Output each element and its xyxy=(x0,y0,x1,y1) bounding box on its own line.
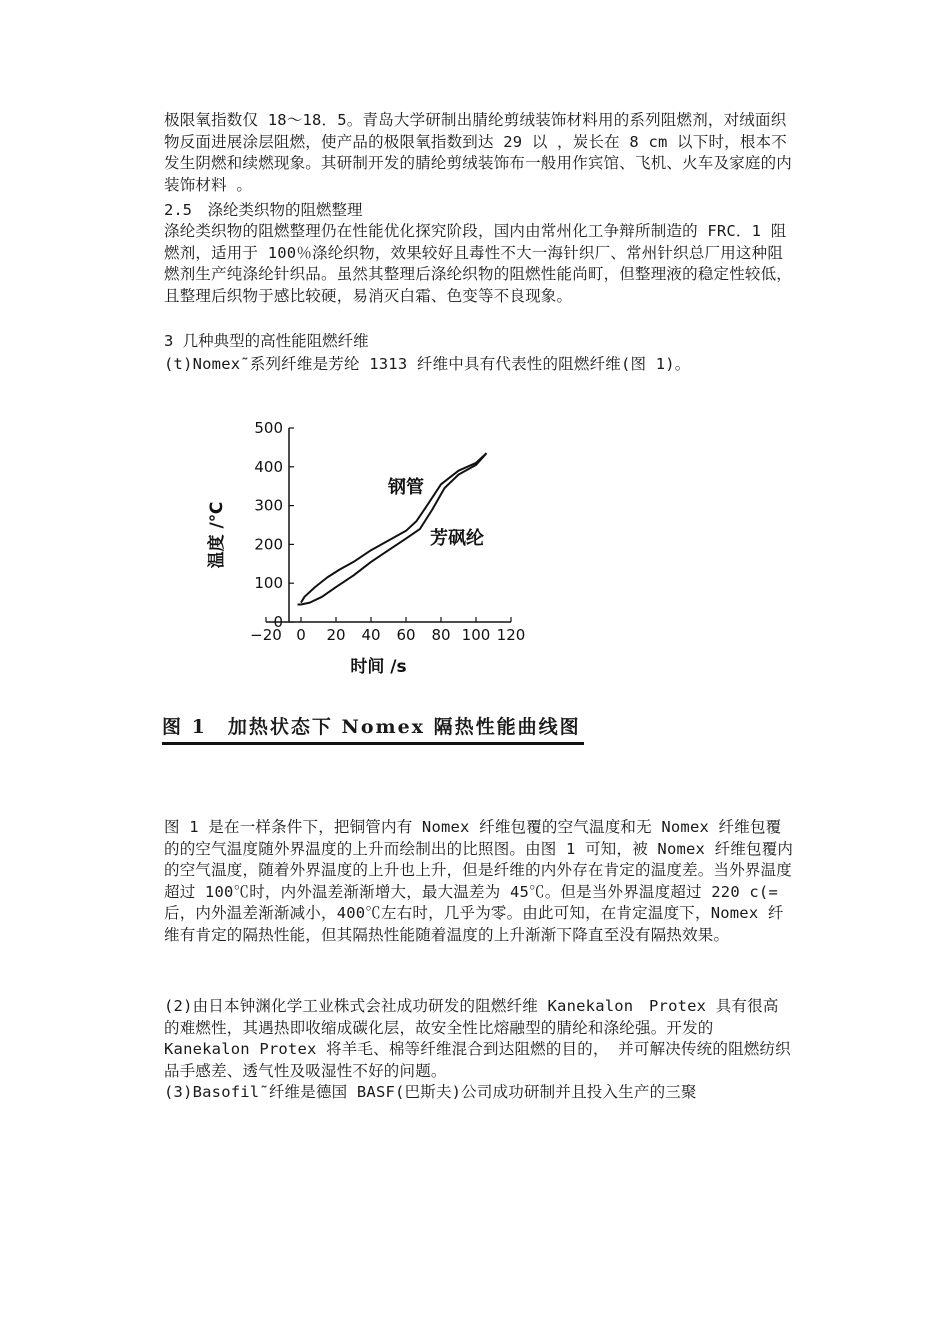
x-tick-label: 60 xyxy=(396,626,416,644)
x-axis-label: 时间 /s xyxy=(350,657,407,677)
y-tick-label: 500 xyxy=(254,419,283,437)
paragraph-figure-explanation: 图 1 是在一样条件下，把铜管内有 Nomex 纤维包覆的空气温度和无 Nomex 纤维包覆的的空气温度随外界温度的上升而绘制出的比照图。由图 1 可知，被 Nomex 纤维包覆内的空气温度，随着外界温度的上升也上升，但是纤维的内外存在肯定的温度差。当外界温度超过 100℃时，内外温差渐渐增大，最大温差为 45℃。但是当外界温度超过 220 c(=后，内外温差渐渐减小，400℃左右时，几乎为零。由此可知，在肯定温度下，Nomex 纤维有肯定的隔热性能，但其隔热性能随着温度的上升渐渐下降直至没有隔热效果。 xyxy=(164,818,794,944)
x-tick-label: −20 xyxy=(250,626,282,644)
y-tick-label: 300 xyxy=(254,496,283,515)
x-tick-label: 20 xyxy=(326,626,346,644)
x-tick-label: 100 xyxy=(461,626,491,644)
nomex-temperature-chart xyxy=(200,410,540,690)
x-tick-label: 40 xyxy=(361,626,381,644)
paragraph-basofil: (3)Basofil˜纤维是德国 BASF(巴斯夫)公司成功研制并且投入生产的三聚 xyxy=(164,1083,697,1101)
paragraph-flame-retardant-acrylic: 极限氧指数仅 18～18．5。青岛大学研制出腈纶剪绒装饰材料用的系列阻燃剂，对绒面织物反面进展涂层阻燃，使产品的极限氧指数到达 29 以 ，炭长在 8 cm 以下时，根本不发生阴燃和续燃现象。其研制开发的腈纶剪绒装饰布一般用作宾馆、飞机、火车及家庭的内装饰材料 。 xyxy=(164,111,793,194)
series-label-fiber: 芳砜纶 xyxy=(430,528,484,549)
section-heading-3: 3 几种典型的高性能阻燃纤维 xyxy=(164,332,369,350)
chart-axes xyxy=(266,428,511,622)
x-tick-label: 80 xyxy=(431,626,451,644)
y-tick-label: 100 xyxy=(254,574,283,593)
paragraph-polyester-finishing: 涤纶类织物的阻燃整理仍在性能优化探究阶段，国内由常州化工争辩所制造的 FRC．1 阻燃剂，适用于 100％涤纶织物，效果较好且毒性不大一海针织厂、常州针织总厂用这种阻燃剂生产纯涤纶针织品。虽然其整理后涤纶织物的阻燃性能尚町，但整理液的稳定性较低，且整理后织物于感比较硬，易消灭白霜、色变等不良现象。 xyxy=(164,222,793,305)
x-tick-label: 0 xyxy=(296,626,306,644)
y-axis-label: 温度 /℃ xyxy=(207,501,227,569)
x-axis-ticks xyxy=(250,617,525,644)
y-axis-ticks xyxy=(254,419,294,631)
x-tick-label: 120 xyxy=(496,626,526,644)
paragraph-nomex-intro: (t)Nomex˜系列纤维是芳纶 1313 纤维中具有代表性的阻燃纤维(图 1)。 xyxy=(164,355,691,373)
y-tick-label: 400 xyxy=(254,457,283,476)
section-heading-2-5: 2.5 涤纶类织物的阻燃整理 xyxy=(164,201,363,219)
y-tick-label: 200 xyxy=(254,535,283,554)
figure-caption: 图 1 加热状态下 Nomex 隔热性能曲线图 xyxy=(162,713,584,745)
series-label-steel-pipe: 钢管 xyxy=(388,477,424,498)
y-tick-label: 0 xyxy=(273,613,283,631)
paragraph-kanekalon-protex: (2)由日本钟渊化学工业株式会社成功研发的阻燃纤维 Kanekalon Protex 具有很高的难燃性，其遇热即收缩成碳化层，故安全性比熔融型的腈纶和涤纶强。开发的Kanekalon Protex 将羊毛、棉等纤维混合到达阻燃的目的， 并可解决传统的阻燃纺织品手感差、透气性及吸湿性不好的问题。 xyxy=(164,997,791,1080)
